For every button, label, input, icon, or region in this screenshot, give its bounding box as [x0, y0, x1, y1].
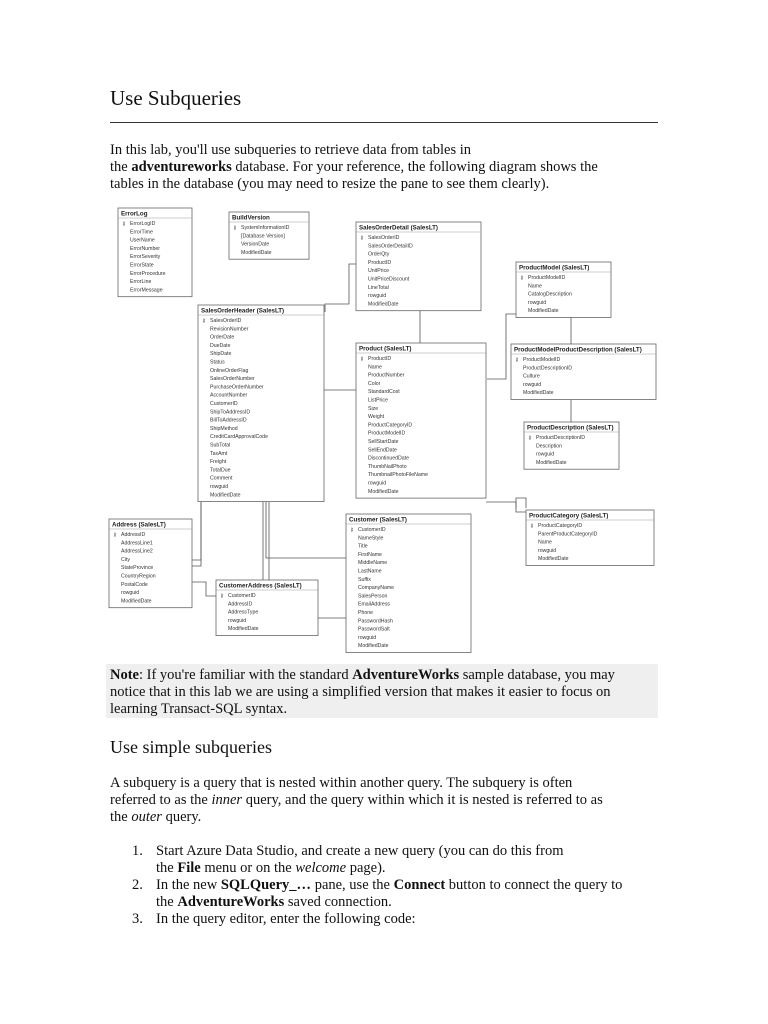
table-field: rowguid: [358, 634, 377, 641]
page-title: Use Subqueries: [110, 86, 242, 110]
intro-line-2: the adventureworks database. For your reference, the following diagram shows the: [110, 159, 598, 175]
table-field: OrderQty: [368, 251, 390, 258]
table-title: ProductCategory (SalesLT): [529, 512, 609, 520]
table-field: Freight: [210, 459, 227, 466]
table-field: LastName: [358, 568, 382, 575]
table-title: CustomerAddress (SalesLT): [219, 582, 302, 590]
table-field: AddressID: [121, 532, 146, 538]
table-field: UserName: [130, 237, 155, 244]
intro-line-1: In this lab, you'll use subqueries to retrieve data from tables in: [110, 142, 471, 158]
key-icon: ⚷: [202, 318, 206, 324]
table-field: CompanyName: [358, 585, 395, 592]
table-field: ModifiedDate: [368, 301, 399, 308]
table-title: SalesOrderDetail (SalesLT): [359, 224, 438, 232]
list-item: 2. In the new SQLQuery_… pane, use the Connect button to connect the query to the AdventureWorks saved connection.: [132, 877, 623, 910]
table-field: PurchaseOrderNumber: [210, 384, 264, 391]
table-field: ErrorSeverity: [130, 254, 161, 261]
table-field: DueDate: [210, 342, 231, 349]
key-icon: ⚷: [528, 435, 532, 441]
table-title: Address (SalesLT): [112, 521, 166, 529]
table-field: ModifiedDate: [228, 626, 259, 633]
para-line-1: A subquery is a query that is nested within another query. The subquery is often: [110, 775, 573, 791]
table-field: ProductModelID: [523, 357, 561, 363]
table-field: ModifiedDate: [528, 308, 559, 315]
steps-list: [110, 843, 670, 928]
table-field: MiddleName: [358, 560, 388, 567]
table-title: ErrorLog: [121, 210, 148, 218]
table-field: ProductModelID: [528, 275, 566, 281]
table-productmodelproductdescription: [511, 344, 656, 400]
table-field: Name: [528, 283, 542, 290]
database-diagram: [106, 204, 666, 654]
key-icon: ⚷: [122, 221, 126, 227]
table-field: rowguid: [528, 299, 547, 306]
table-field: ListPrice: [368, 397, 388, 404]
table-field: AddressLine1: [121, 540, 153, 547]
key-icon: ⚷: [360, 235, 364, 241]
table-field: Title: [358, 543, 368, 550]
table-field: ThumbnailPhotoFileName: [368, 472, 428, 479]
table-field: SalesOrderID: [210, 318, 242, 324]
para-line-3: the outer query.: [110, 809, 202, 825]
table-field: ModifiedDate: [210, 492, 241, 499]
table-field: TaxAmt: [210, 450, 228, 457]
table-field: RevisionNumber: [210, 326, 249, 333]
table-field: AddressID: [228, 601, 253, 608]
note-line-1: Note: If you're familiar with the standard AdventureWorks sample database, you may: [110, 667, 615, 683]
table-title: SalesOrderHeader (SalesLT): [201, 307, 285, 315]
key-icon: ⚷: [113, 532, 117, 538]
table-field: AddressType: [228, 609, 259, 616]
key-icon: ⚷: [530, 523, 534, 529]
table-productmodel: [516, 262, 611, 318]
table-field: BillToAddressID: [210, 417, 247, 424]
table-field: OnlineOrderFlag: [210, 367, 249, 374]
table-productdescription: [524, 422, 619, 469]
note-label: Note: [110, 667, 139, 683]
table-field: CustomerID: [228, 593, 256, 599]
table-field: SystemInformationID: [241, 225, 290, 231]
table-field: ThumbNailPhoto: [368, 463, 407, 470]
table-title: Customer (SalesLT): [349, 516, 407, 524]
table-field: City: [121, 556, 130, 563]
table-field: SalesOrderNumber: [210, 376, 255, 383]
table-field: ProductCategoryID: [368, 422, 413, 429]
table-field: ErrorState: [130, 262, 154, 269]
table-field: ModifiedDate: [368, 488, 399, 495]
table-field: CreditCardApprovalCode: [210, 434, 268, 441]
table-customeraddress: [216, 580, 318, 636]
table-title: ProductModel (SalesLT): [519, 264, 590, 272]
key-icon: ⚷: [233, 225, 237, 231]
table-field: AddressLine2: [121, 548, 153, 555]
table-field: CountryRegion: [121, 573, 156, 580]
table-field: rowguid: [536, 451, 555, 458]
table-field: ProductID: [368, 356, 392, 362]
table-field: ShipMethod: [210, 425, 238, 432]
table-field: ErrorTime: [130, 229, 153, 236]
table-customer: [346, 514, 471, 653]
table-salesorderheader: [198, 305, 324, 502]
note-box: [106, 664, 658, 718]
table-field: ProductCategoryID: [538, 523, 583, 529]
table-buildversion: [229, 212, 309, 259]
note-line-2: notice that in this lab we are using a simplified version that makes it easier to focus on: [110, 684, 611, 700]
table-field: ErrorProcedure: [130, 270, 166, 277]
table-errorlog: [118, 208, 192, 297]
table-title: Product (SalesLT): [359, 345, 412, 353]
table-field: rowguid: [368, 293, 387, 300]
table-field: ModifiedDate: [538, 556, 569, 563]
key-icon: ⚷: [350, 527, 354, 533]
table-address: [109, 519, 192, 608]
table-field: LineTotal: [368, 284, 389, 291]
table-field: StateProvince: [121, 565, 154, 572]
table-field: rowguid: [121, 590, 140, 597]
table-title: BuildVersion: [232, 214, 270, 222]
table-field: Phone: [358, 610, 374, 616]
table-field: ProductModelID: [368, 430, 406, 437]
note-line-3: learning Transact-SQL syntax.: [110, 701, 288, 717]
table-field: ProductDescriptionID: [523, 365, 573, 372]
table-field: Status: [210, 359, 225, 366]
table-field: ModifiedDate: [523, 390, 554, 397]
table-product: [356, 343, 486, 498]
table-field: Weight: [368, 414, 385, 421]
table-field: Suffix: [358, 576, 371, 583]
key-icon: ⚷: [520, 275, 524, 281]
table-field: Size: [368, 405, 379, 412]
table-productcategory: [526, 510, 654, 566]
table-field: rowguid: [523, 381, 542, 388]
list-item: 3. In the query editor, enter the following code:: [132, 911, 416, 927]
table-field: PasswordHash: [358, 618, 393, 625]
table-field: FirstName: [358, 551, 382, 558]
table-field: VersionDate: [241, 241, 270, 248]
table-field: Color: [368, 380, 381, 387]
table-title: ProductModelProductDescription (SalesLT): [514, 346, 642, 354]
table-field: Name: [538, 539, 552, 546]
table-field: NameStyle: [358, 535, 384, 542]
table-field: SellStartDate: [368, 439, 399, 445]
title-divider: [110, 122, 658, 123]
table-field: ShipToAddressID: [210, 409, 251, 416]
table-field: Culture: [523, 373, 540, 380]
table-field: UnitPriceDiscount: [368, 276, 410, 283]
table-field: TotalDue: [210, 467, 231, 474]
table-field: [Database Version]: [241, 233, 285, 240]
table-field: CustomerID: [210, 401, 238, 407]
table-field: ErrorLogID: [130, 221, 156, 227]
table-field: CustomerID: [358, 527, 386, 533]
table-field: StandardCost: [368, 389, 400, 396]
table-title: ProductDescription (SalesLT): [527, 424, 614, 432]
table-field: PasswordSalt: [358, 626, 390, 633]
list-item: 1. Start Azure Data Studio, and create a new query (you can do this from the File menu or on the welcome page).: [132, 843, 564, 876]
table-field: ModifiedDate: [121, 598, 152, 605]
table-field: ParentProductCategoryID: [538, 531, 598, 538]
table-field: ModifiedDate: [358, 643, 389, 650]
intro-line-3: tables in the database (you may need to resize the pane to see them clearly).: [110, 176, 550, 192]
key-icon: ⚷: [515, 357, 519, 363]
table-field: DiscontinuedDate: [368, 455, 409, 462]
table-field: UnitPrice: [368, 268, 390, 275]
table-field: Comment: [210, 475, 233, 482]
table-field: ErrorMessage: [130, 287, 163, 294]
table-field: ProductDescriptionID: [536, 435, 586, 441]
key-icon: ⚷: [220, 593, 224, 599]
table-field: ModifiedDate: [536, 459, 567, 466]
table-field: ErrorLine: [130, 279, 152, 286]
table-field: Name: [368, 364, 382, 371]
table-field: SalesOrderID: [368, 235, 400, 241]
table-field: PostalCode: [121, 581, 148, 588]
table-field: ModifiedDate: [241, 249, 272, 256]
table-field: SellEndDate: [368, 447, 397, 454]
table-field: SalesOrderDetailID: [368, 243, 413, 250]
table-field: AccountNumber: [210, 392, 248, 399]
table-field: rowguid: [228, 617, 247, 624]
table-field: EmailAddress: [358, 601, 391, 608]
table-field: rowguid: [538, 547, 557, 554]
table-field: rowguid: [368, 480, 387, 487]
para-line-2: referred to as the inner query, and the query within which it is nested is referred to as: [110, 792, 603, 808]
section-title: Use simple subqueries: [110, 737, 272, 757]
table-salesorderdetail: [356, 222, 481, 311]
table-field: CatalogDescription: [528, 291, 572, 298]
table-field: rowguid: [210, 484, 229, 490]
table-field: SubTotal: [210, 442, 231, 449]
table-field: SalesPerson: [358, 593, 388, 600]
table-field: ShipDate: [210, 351, 232, 358]
table-field: ProductID: [368, 259, 392, 266]
table-field: ProductNumber: [368, 372, 405, 379]
table-field: OrderDate: [210, 334, 235, 341]
key-icon: ⚷: [360, 356, 364, 362]
table-field: Description: [536, 443, 562, 450]
table-field: ErrorNumber: [130, 245, 160, 252]
database-name: adventureworks: [131, 159, 232, 175]
